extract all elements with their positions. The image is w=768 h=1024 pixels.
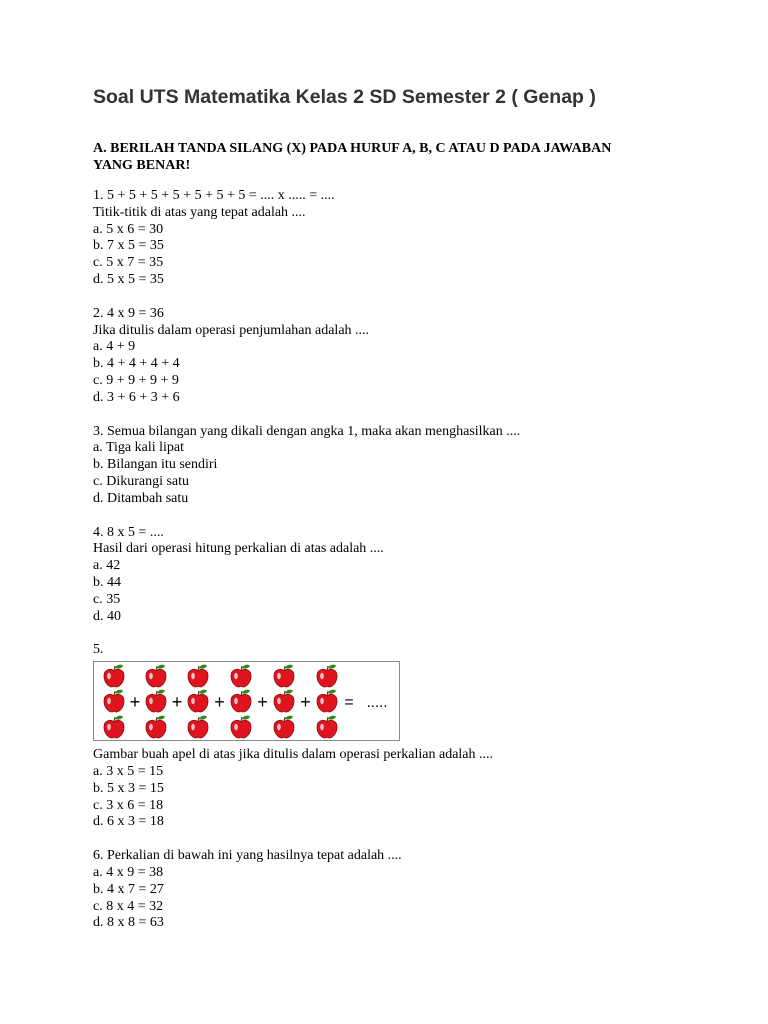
question-2-option-d[interactable]: d. 3 + 6 + 3 + 6 bbox=[93, 389, 180, 405]
apple-icon bbox=[188, 690, 208, 712]
question-2-option-a[interactable]: a. 4 + 9 bbox=[93, 339, 136, 355]
question-1-prompt: Titik-titik di atas yang tepat adalah .... bbox=[93, 204, 306, 220]
apple-icon bbox=[317, 690, 337, 712]
question-3-option-b[interactable]: b. Bilangan itu sendiri bbox=[93, 457, 218, 473]
plus-sign: + bbox=[214, 692, 225, 713]
apple-icon bbox=[104, 665, 124, 687]
apple-icon bbox=[104, 690, 124, 712]
apple-icon bbox=[317, 716, 337, 738]
question-4 bbox=[93, 525, 693, 626]
question-3-text: 3. Semua bilangan yang dikali dengan angka 1, maka akan menghasilkan .... bbox=[93, 423, 521, 439]
apple-icon bbox=[104, 716, 124, 738]
page-title: Soal UTS Matematika Kelas 2 SD Semester 2 ( Genap ) bbox=[93, 86, 596, 108]
question-2-prompt: Jika ditulis dalam operasi penjumlahan adalah .... bbox=[93, 322, 370, 338]
question-4-option-c[interactable]: c. 35 bbox=[93, 591, 121, 607]
plus-sign: + bbox=[257, 692, 268, 713]
apple-icon bbox=[188, 716, 208, 738]
question-1-option-a[interactable]: a. 5 x 6 = 30 bbox=[93, 221, 164, 237]
question-5-option-c[interactable]: c. 3 x 6 = 18 bbox=[93, 797, 164, 813]
apple-figure bbox=[93, 661, 400, 741]
question-2 bbox=[93, 306, 693, 407]
apple-icon bbox=[188, 665, 208, 687]
apple-icon bbox=[231, 716, 251, 738]
question-4-prompt: Hasil dari operasi hitung perkalian di atas adalah .... bbox=[93, 541, 384, 557]
question-5-option-a[interactable]: a. 3 x 5 = 15 bbox=[93, 763, 164, 779]
apple-icon bbox=[274, 716, 294, 738]
apple-icon bbox=[274, 690, 294, 712]
apple-icon bbox=[146, 716, 166, 738]
question-4-option-d[interactable]: d. 40 bbox=[93, 608, 121, 624]
question-1-option-b[interactable]: b. 7 x 5 = 35 bbox=[93, 238, 164, 254]
apple-icon bbox=[317, 665, 337, 687]
question-3-option-c[interactable]: c. Dikurangi satu bbox=[93, 473, 190, 489]
question-6-option-d[interactable]: d. 8 x 8 = 63 bbox=[93, 915, 164, 931]
question-1 bbox=[93, 188, 693, 289]
question-5-number: 5. bbox=[93, 642, 104, 658]
apple-icon bbox=[231, 665, 251, 687]
question-1-option-c[interactable]: c. 5 x 7 = 35 bbox=[93, 255, 164, 271]
instruction: A. BERILAH TANDA SILANG (X) PADA HURUF A, B, C ATAU D PADA JAWABAN YANG BENAR! bbox=[93, 141, 612, 173]
question-6-option-b[interactable]: b. 4 x 7 = 27 bbox=[93, 881, 164, 897]
question-5-option-b[interactable]: b. 5 x 3 = 15 bbox=[93, 780, 164, 796]
question-3-option-a[interactable]: a. Tiga kali lipat bbox=[93, 440, 184, 456]
question-6-text: 6. Perkalian di bawah ini yang hasilnya tepat adalah .... bbox=[93, 848, 402, 864]
question-1-text: 1. 5 + 5 + 5 + 5 + 5 + 5 + 5 = .... x ..... = .... bbox=[93, 188, 335, 203]
apple-grid bbox=[94, 662, 399, 740]
apple-icon bbox=[231, 690, 251, 712]
question-6 bbox=[93, 848, 693, 932]
question-5 bbox=[93, 642, 693, 831]
question-1-option-d[interactable]: d. 5 x 5 = 35 bbox=[93, 271, 164, 287]
question-5-prompt: Gambar buah apel di atas jika ditulis dalam operasi perkalian adalah .... bbox=[93, 747, 494, 763]
question-2-option-b[interactable]: b. 4 + 4 + 4 + 4 bbox=[93, 356, 180, 372]
equals-sign: = bbox=[344, 694, 354, 712]
question-6-option-a[interactable]: a. 4 x 9 = 38 bbox=[93, 864, 164, 880]
answer-dots: ..... bbox=[366, 694, 388, 712]
question-list bbox=[93, 188, 693, 949]
question-6-option-c[interactable]: c. 8 x 4 = 32 bbox=[93, 898, 164, 914]
question-3 bbox=[93, 424, 693, 508]
question-2-text: 2. 4 x 9 = 36 bbox=[93, 305, 164, 321]
question-4-text: 4. 8 x 5 = .... bbox=[93, 524, 164, 540]
plus-sign: + bbox=[171, 692, 183, 713]
apple-icon bbox=[146, 665, 166, 687]
question-2-option-c[interactable]: c. 9 + 9 + 9 + 9 bbox=[93, 372, 179, 388]
plus-sign: + bbox=[129, 692, 141, 713]
plus-sign: + bbox=[300, 692, 311, 713]
question-4-option-a[interactable]: a. 42 bbox=[93, 558, 121, 574]
question-4-option-b[interactable]: b. 44 bbox=[93, 574, 121, 590]
apple-icon bbox=[274, 665, 294, 687]
question-5-option-d[interactable]: d. 6 x 3 = 18 bbox=[93, 814, 164, 830]
apple-icon bbox=[146, 690, 166, 712]
question-3-option-d[interactable]: d. Ditambah satu bbox=[93, 490, 189, 506]
